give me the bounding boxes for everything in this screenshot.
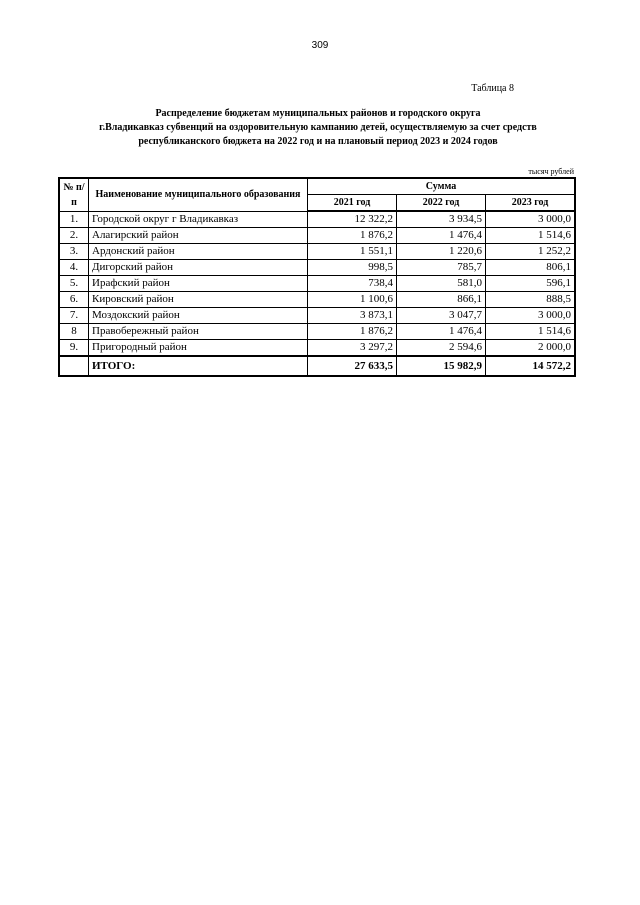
title-line-1: Распределение бюджетам муниципальных районов и городского округа <box>155 108 481 119</box>
row-value-2023: 806,1 <box>486 260 576 276</box>
total-value-2022: 15 982,9 <box>397 356 486 376</box>
row-value-2022: 1 220,6 <box>397 244 486 260</box>
row-value-2023: 3 000,0 <box>486 308 576 324</box>
row-value-2022: 3 047,7 <box>397 308 486 324</box>
table-row <box>59 308 575 324</box>
row-value-2022: 866,1 <box>397 292 486 308</box>
row-value-2023: 1 252,2 <box>486 244 576 260</box>
table-row <box>59 276 575 292</box>
row-value-2021: 738,4 <box>308 276 397 292</box>
table-row <box>59 228 575 244</box>
row-value-2021: 12 322,2 <box>308 211 397 228</box>
row-value-2023: 1 514,6 <box>486 324 576 340</box>
row-name: Дигорский район <box>89 260 308 276</box>
header-sum: Сумма <box>308 178 576 195</box>
table-row <box>59 211 575 228</box>
header-year-2022: 2022 год <box>397 195 486 212</box>
title-line-2: г.Владикавказ субвенций на оздоровительную кампанию детей, осуществляемую за счет средств <box>99 122 537 133</box>
row-num: 7. <box>59 308 89 324</box>
row-num: 9. <box>59 340 89 357</box>
row-value-2022: 785,7 <box>397 260 486 276</box>
total-row <box>59 356 575 376</box>
row-value-2021: 1 876,2 <box>308 324 397 340</box>
row-value-2023: 3 000,0 <box>486 211 576 228</box>
budget-table <box>58 177 576 377</box>
row-value-2021: 1 551,1 <box>308 244 397 260</box>
row-value-2022: 3 934,5 <box>397 211 486 228</box>
header-num: № п/п <box>59 178 89 211</box>
header-year-2023: 2023 год <box>486 195 576 212</box>
total-label: ИТОГО: <box>89 356 308 376</box>
total-value-2023: 14 572,2 <box>486 356 576 376</box>
row-name: Городской округ г Владикавказ <box>89 211 308 228</box>
row-value-2023: 596,1 <box>486 276 576 292</box>
row-value-2022: 1 476,4 <box>397 228 486 244</box>
page-number: 309 <box>311 40 329 51</box>
row-name: Алагирский район <box>89 228 308 244</box>
table-row <box>59 340 575 357</box>
row-num: 1. <box>59 211 89 228</box>
table-row <box>59 324 575 340</box>
row-num: 4. <box>59 260 89 276</box>
row-value-2021: 3 873,1 <box>308 308 397 324</box>
title-line-3: республиканского бюджета на 2022 год и на плановый период 2023 и 2024 годов <box>138 136 498 147</box>
row-value-2021: 998,5 <box>308 260 397 276</box>
row-name: Ардонский район <box>89 244 308 260</box>
row-num: 8 <box>59 324 89 340</box>
row-name: Правобережный район <box>89 324 308 340</box>
table-label: Таблица 8 <box>471 83 514 94</box>
table-body <box>59 211 575 376</box>
row-value-2021: 3 297,2 <box>308 340 397 357</box>
row-name: Ирафский район <box>89 276 308 292</box>
row-value-2023: 1 514,6 <box>486 228 576 244</box>
table-row <box>59 244 575 260</box>
row-value-2021: 1 100,6 <box>308 292 397 308</box>
row-name: Пригородный район <box>89 340 308 357</box>
header-name: Наименование муниципального образования <box>89 178 308 211</box>
total-value-2021: 27 633,5 <box>308 356 397 376</box>
row-value-2022: 581,0 <box>397 276 486 292</box>
row-num: 2. <box>59 228 89 244</box>
row-value-2022: 2 594,6 <box>397 340 486 357</box>
row-value-2021: 1 876,2 <box>308 228 397 244</box>
row-num: 6. <box>59 292 89 308</box>
row-name: Моздокский район <box>89 308 308 324</box>
row-value-2023: 2 000,0 <box>486 340 576 357</box>
table-title <box>60 107 576 149</box>
table-row <box>59 292 575 308</box>
row-value-2023: 888,5 <box>486 292 576 308</box>
row-value-2022: 1 476,4 <box>397 324 486 340</box>
table-row <box>59 260 575 276</box>
row-name: Кировский район <box>89 292 308 308</box>
row-num: 3. <box>59 244 89 260</box>
total-num-cell <box>59 356 89 376</box>
header-year-2021: 2021 год <box>308 195 397 212</box>
units-label: тысяч рублей <box>528 167 574 176</box>
row-num: 5. <box>59 276 89 292</box>
